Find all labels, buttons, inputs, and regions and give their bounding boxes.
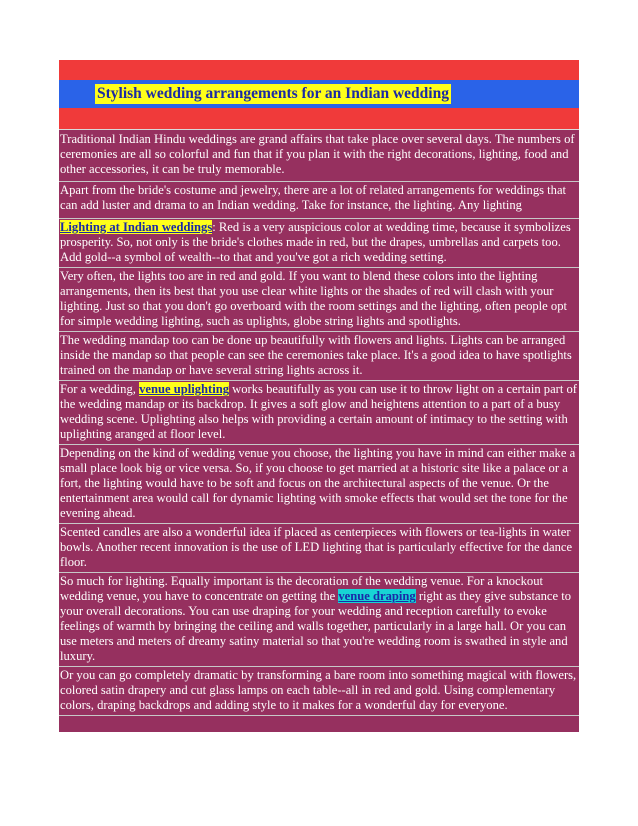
paragraph-red-gold xyxy=(59,267,579,331)
paragraph-text: Scented candles are also a wonderful idea if placed as centerpieces with flowers or tea-lights in water bowls. Another recent innovation is the use of LED lighting that is particularly effective for the dance floor. xyxy=(60,525,573,569)
paragraph-text: right as they give substance to your overall decorations. You can use draping for your wedding and reception carefully to evoke feelings of warmth by bringing the ceiling and walls together, particularly in a large hall. Or you can use meters and meters of dreamy satiny material so that you're wedding room is swathed in style and luxury. xyxy=(60,589,571,663)
article-body xyxy=(59,129,579,732)
top-red-band xyxy=(59,60,579,80)
paragraph-venue-choice xyxy=(59,444,579,523)
bottom-red-band xyxy=(59,108,579,129)
section-label-lighting: Lighting at Indian weddings xyxy=(60,220,213,234)
paragraph-text: Or you can go completely dramatic by transforming a bare room into something magical with flowers, colored satin drapery and cut glass lamps on each table--all in red and gold. Using complementary colors, draping backdrops and adding style to it makes for a wonderful day for everyone. xyxy=(60,668,577,712)
paragraph-text: Depending on the kind of wedding venue you choose, the lighting you have in mind can either make a small place look big or vice versa. So, if you choose to get married at a historic site like a palace or a fort, the lighting would have to be soft and focus on the architectural aspects of the venue. Or the entertainment area would call for dynamic lighting with smoke effects that would set the tone for the evening ahead. xyxy=(60,446,576,520)
paragraph-text: Apart from the bride's costume and jewelry, there are a lot of related arrangements for weddings that can add luster and drama to an Indian wedding. Take for instance, the lighting. Any lighting xyxy=(60,183,567,212)
paragraph-text: Traditional Indian Hindu weddings are grand affairs that take place over several days. The numbers of ceremonies are all so colorful and fun that if you plan it with the right decorations, lighting, food and other accessories, it can be truly memorable. xyxy=(60,132,575,176)
paragraph-text: The wedding mandap too can be done up beautifully with flowers and lights. Lights can be arranged inside the mandap so that people can see the ceremonies take place. It's a good idea to have spotlights trained on the mandap or have several string lights across it. xyxy=(60,333,572,377)
paragraph-dramatic xyxy=(59,666,579,715)
paragraph-text: Very often, the lights too are in red and gold. If you want to blend these colors into the lighting arrangements, then its best that you use clear white lights or the shades of red will clash with your lighting. Just so that you don't go overboard with the room settings and the lighting, often people opt for simple wedding lighting, such as uplights, globe string lights and spotlights. xyxy=(60,269,568,328)
paragraph-text: For a wedding, xyxy=(60,382,140,396)
page-title: Stylish wedding arrangements for an Indian wedding xyxy=(97,85,449,102)
paragraph-arrangements xyxy=(59,181,579,218)
paragraph-text: works beautifully as you can use it to throw light on a certain part of the wedding mandap or its backdrop. It gives a soft glow and heightens attention to a part of a busy wedding scene. Uplighting also helps with providing a certain amount of intimacy to the setting with uplighting aranged at floor level. xyxy=(60,382,577,441)
venue-draping-link[interactable]: venue draping xyxy=(338,589,416,603)
venue-uplighting-link[interactable]: venue uplighting xyxy=(139,382,229,396)
paragraph-candles xyxy=(59,523,579,572)
paragraph-intro xyxy=(59,129,579,181)
body-footer-fill xyxy=(59,715,579,732)
label-colon: : xyxy=(212,220,216,234)
paragraph-uplighting xyxy=(59,380,579,444)
paragraph-draping xyxy=(59,572,579,666)
paragraph-lighting xyxy=(59,218,579,267)
title-band xyxy=(59,80,579,108)
paragraph-mandap xyxy=(59,331,579,380)
paragraph-text: So much for lighting. Equally important is the decoration of the wedding venue. For a knockout wedding venue, you have to concentrate on getting the xyxy=(60,574,544,603)
document-page xyxy=(59,60,579,732)
paragraph-text: Red is a very auspicious color at wedding time, because it symbolizes prosperity. So, not only is the bride's clothes made in red, but the drapes, umbrellas and carpets too. Add gold--a symbol of wealth--to that and you've got a rich wedding setting. xyxy=(60,220,571,264)
